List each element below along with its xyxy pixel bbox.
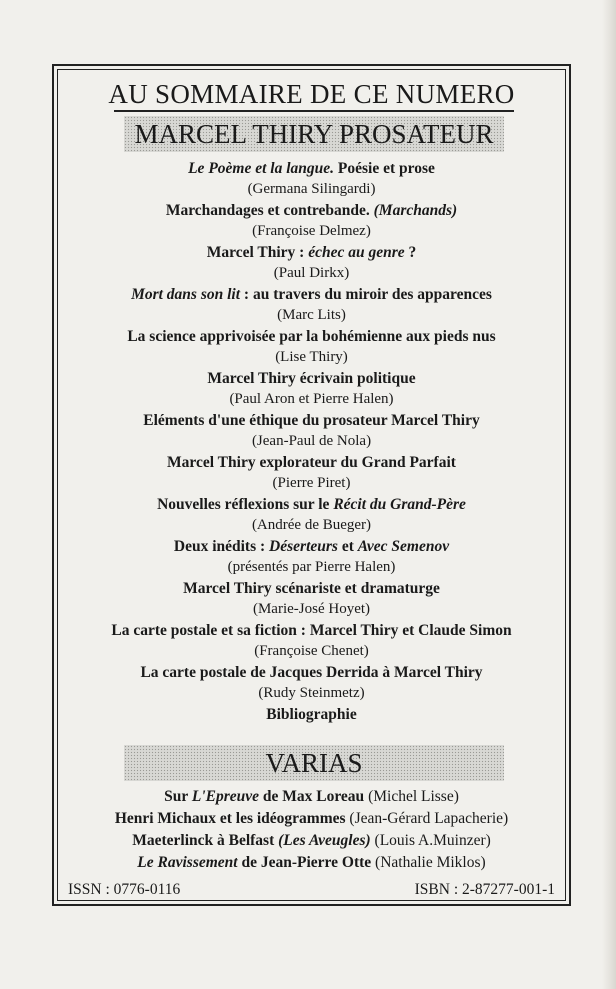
entry-author: (Marie-José Hoyet): [252, 601, 371, 617]
contents-frame: [52, 64, 571, 906]
entry-title: Deux inédits : Déserteurs et Avec Semenov: [173, 538, 450, 555]
issn-number: ISSN : 0776-0116: [68, 881, 181, 898]
entry-title: Marcel Thiry explorateur du Grand Parfait: [167, 454, 456, 471]
entry-author: (Marc Lits): [277, 307, 346, 323]
varias-item: Le Ravissement de Jean-Pierre Otte (Nathalie Miklos): [137, 854, 486, 871]
varias-band: VARIAS: [124, 745, 504, 781]
entry-title: Marcel Thiry scénariste et dramaturge: [183, 580, 440, 597]
entry-title: Marcel Thiry : échec au genre ?: [206, 244, 417, 261]
entry-author: (Andrée de Bueger): [251, 517, 372, 533]
entry-title: Eléments d'une éthique du prosateur Marcel Thiry: [143, 412, 480, 429]
cover-edge: [602, 0, 616, 989]
entry-title: La carte postale et sa fiction : Marcel Thiry et Claude Simon: [111, 622, 512, 639]
entry-author: (Françoise Chenet): [254, 643, 369, 659]
entry-title: Le Poème et la langue. Poésie et prose: [188, 160, 435, 177]
heading-underline: [114, 110, 514, 112]
entry-title: Marchandages et contrebande. (Marchands): [165, 202, 458, 219]
entry-title: Marcel Thiry écrivain politique: [207, 370, 416, 387]
entry-author: (présentés par Pierre Halen): [227, 559, 396, 575]
isbn-number: ISBN : 2-87277-001-1: [414, 881, 555, 898]
entry-author: (Pierre Piret): [272, 475, 351, 491]
page-heading: AU SOMMAIRE DE CE NUMERO: [108, 79, 515, 109]
entry-author: (Paul Aron et Pierre Halen): [229, 391, 394, 407]
entry-title: Mort dans son lit : au travers du miroir des apparences: [131, 286, 492, 303]
entry-title: La science apprivoisée par la bohémienne aux pieds nus: [127, 328, 496, 345]
contents-list: [54, 158, 569, 725]
entry-author: (Germana Silingardi): [247, 181, 376, 197]
theme-band: MARCEL THIRY PROSATEUR: [124, 116, 504, 152]
entry-author: (Jean-Paul de Nola): [251, 433, 372, 449]
varias-item: Sur L'Epreuve de Max Loreau (Michel Lisse): [164, 788, 459, 805]
entry-title: La carte postale de Jacques Derrida à Marcel Thiry: [140, 664, 483, 681]
entry-author: (Françoise Delmez): [252, 223, 371, 239]
entry-author: (Rudy Steinmetz): [258, 685, 365, 701]
entry-author: (Paul Dirkx): [273, 265, 350, 281]
entry-author: (Lise Thiry): [275, 349, 348, 365]
varias-item: Henri Michaux et les idéogrammes (Jean-Gérard Lapacherie): [114, 810, 509, 827]
entry-title: Bibliographie: [266, 706, 357, 723]
varias-list: [54, 786, 569, 874]
varias-item: Maeterlinck à Belfast (Les Aveugles) (Louis A.Muinzer): [132, 832, 491, 849]
entry-title: Nouvelles réflexions sur le Récit du Grand-Père: [157, 496, 466, 513]
